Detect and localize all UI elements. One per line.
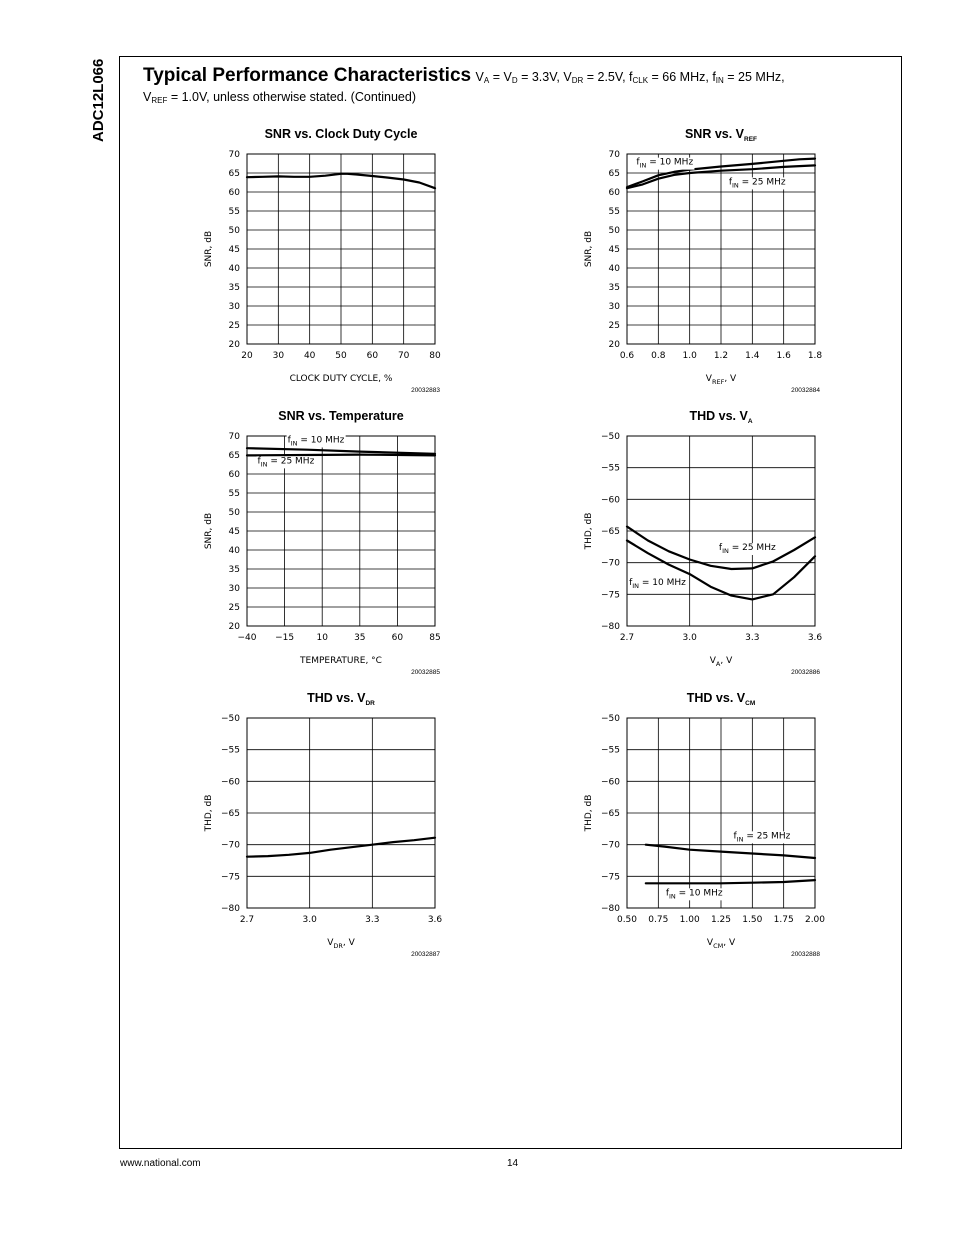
y-tick-label: −80 [601,622,620,632]
y-tick-label: 30 [228,302,240,312]
y-tick-label: −65 [601,527,620,537]
chart-svg [200,124,450,394]
y-tick-label: −80 [221,904,240,914]
x-tick-label: 3.0 [682,633,697,643]
chart-title: THD vs. $V_A$ [689,409,753,425]
y-axis-label: SNR, dB [584,230,594,268]
y-tick-label: 25 [608,321,620,331]
chart-svg [580,688,830,958]
y-tick-label: −50 [221,714,240,724]
x-tick-label: 40 [303,351,316,361]
y-tick-label: −65 [221,809,240,819]
footer-website[interactable]: www.national.com [120,1158,201,1169]
x-tick-label: 3.6 [427,915,443,925]
y-tick-label: 25 [228,603,240,613]
y-tick-label: 50 [228,226,240,236]
y-axis-label: THD, dB [584,512,594,550]
chart-snr-vs-vref [580,124,830,394]
y-tick-label: −55 [221,745,240,756]
chart-title: THD vs. $V_{DR}$ [307,691,375,707]
y-tick-label: −80 [601,904,620,914]
x-tick-label: 1.00 [679,915,700,925]
chart-snr-vs-temperature [200,406,450,676]
y-tick-label: 50 [228,508,240,518]
x-tick-label: 1.50 [742,915,763,925]
series-line-25-mhz [247,455,435,456]
y-tick-label: 40 [228,546,240,556]
y-tick-label: 65 [228,169,240,179]
section-title: Typical Performance Characteristics [143,65,472,86]
x-tick-label: 3.3 [745,633,760,643]
x-tick-label: 35 [354,633,366,643]
y-tick-label: −70 [601,840,620,851]
x-tick-label: 2.7 [239,915,255,925]
y-tick-label: 70 [608,150,620,160]
y-tick-label: 55 [228,207,240,217]
footer-page-number: 14 [507,1158,519,1169]
y-tick-label: −50 [601,432,620,442]
chart-svg [200,688,450,958]
section-header [143,64,883,106]
y-tick-label: 40 [228,264,240,274]
y-tick-label: −55 [601,745,620,756]
x-tick-label: 60 [391,633,404,643]
chart-thd-vs-vcm [580,688,830,958]
y-tick-label: 55 [228,489,240,499]
y-tick-label: 65 [228,451,240,461]
x-tick-label: 1.2 [713,351,729,361]
y-tick-label: 60 [608,188,620,198]
y-axis-label: THD, dB [584,794,594,832]
x-axis-label: $V_{CM}$, V [706,938,736,950]
y-tick-label: −60 [601,777,620,788]
x-tick-label: 20 [241,351,253,361]
x-axis-label: TEMPERATURE, °C [300,656,382,666]
chart-snr-vs-duty-cycle [200,124,450,394]
x-axis-label: $V_{DR}$, V [327,938,355,950]
x-tick-label: 80 [429,351,441,361]
y-tick-label: 30 [608,302,620,312]
chart-title: SNR vs. Clock Duty Cycle [264,127,418,141]
y-tick-label: 55 [608,207,620,217]
x-tick-label: 1.6 [776,351,791,361]
y-tick-label: 60 [228,470,240,480]
x-tick-label: 1.25 [710,915,732,925]
x-tick-label: 10 [316,633,328,643]
y-tick-label: 20 [228,622,240,632]
x-tick-label: 50 [335,351,347,361]
y-tick-label: 65 [608,169,620,179]
y-tick-label: −70 [601,558,620,569]
figure-code: 20032883 [411,387,440,394]
x-tick-label: 1.8 [807,351,823,361]
chart-thd-vs-vdr [200,688,450,958]
y-tick-label: −75 [221,872,240,883]
series-line-25-mhz [646,845,815,858]
conditions-line-2: $V_{REF} = 1.0V$, unless otherwise stated. (Continued) [143,89,416,105]
series-line-10-mhz [646,880,815,883]
x-axis-label: $V_{REF}$, V [705,374,737,386]
y-tick-label: −55 [601,463,620,474]
x-tick-label: 2.7 [619,633,635,643]
y-tick-label: −65 [601,809,620,819]
y-axis-label: SNR, dB [204,512,214,550]
x-axis-label: CLOCK DUTY CYCLE, % [289,374,393,384]
x-tick-label: −15 [275,633,295,643]
y-tick-label: 60 [228,188,240,198]
figure-code: 20032888 [791,951,820,958]
x-tick-label: 70 [397,351,410,361]
figure-code: 20032885 [411,669,440,676]
series-line-10-mhz [247,448,435,454]
series-line-1 [247,838,435,857]
y-tick-label: −50 [601,714,620,724]
series-annotation: $f_{IN} = 25$ MHz [718,543,776,555]
y-tick-label: 70 [228,150,240,160]
part-number: ADC12L066 [90,58,107,142]
y-axis-label: THD, dB [204,794,214,832]
y-tick-label: −60 [221,777,240,788]
figure-code: 20032884 [791,387,820,394]
y-axis-label: SNR, dB [204,230,214,268]
y-tick-label: 70 [228,432,240,442]
x-tick-label: 0.50 [616,915,638,925]
chart-svg [580,406,830,676]
y-tick-label: 20 [228,340,240,350]
y-tick-label: 35 [228,283,240,293]
x-tick-label: 1.75 [773,915,794,925]
series-annotation: $f_{IN} = 25$ MHz [733,831,791,844]
chart-thd-vs-va [580,406,830,676]
chart-title: THD vs. $V_{CM}$ [686,691,756,707]
x-tick-label: 0.75 [648,915,669,925]
x-tick-label: 0.6 [619,351,635,361]
y-tick-label: 25 [228,321,240,331]
y-tick-label: 30 [228,584,240,594]
y-tick-label: 45 [228,527,240,537]
series-annotation: $f_{IN} = 25$ MHz [728,177,786,190]
y-tick-label: −70 [221,840,240,851]
chart-svg [200,406,450,676]
x-tick-label: 2.00 [804,915,826,925]
part-number-sidebar [78,58,118,148]
x-tick-label: 60 [366,351,379,361]
x-tick-label: 3.3 [365,915,380,925]
series-annotation: $f_{IN} = 10$ MHz [636,157,694,170]
chart-title: SNR vs. Temperature [278,409,404,423]
y-tick-label: 40 [608,264,620,274]
x-tick-label: 1.0 [682,351,697,361]
x-tick-label: 1.4 [745,351,760,361]
y-tick-label: 20 [608,340,620,350]
x-tick-label: 0.8 [651,351,666,361]
y-tick-label: −75 [601,590,620,601]
figure-code: 20032886 [791,669,820,676]
y-tick-label: 35 [228,565,240,575]
x-tick-label: 30 [272,351,285,361]
y-tick-label: 50 [608,226,620,236]
y-tick-label: −60 [601,495,620,506]
y-tick-label: 45 [608,245,620,255]
x-tick-label: −40 [237,633,257,643]
y-tick-label: 45 [228,245,240,255]
series-annotation: $f_{IN} = 10$ MHz [665,888,723,901]
x-tick-label: 3.0 [302,915,317,925]
x-axis-label: $V_A$, V [709,656,733,668]
y-tick-label: −75 [601,872,620,883]
x-tick-label: 85 [429,633,441,643]
series-annotation: $f_{IN} = 10$ MHz [629,577,686,590]
y-tick-label: 35 [608,283,620,293]
x-tick-label: 3.6 [807,633,823,643]
chart-title: SNR vs. $V_{REF}$ [684,127,758,143]
series-annotation: $f_{IN} = 25$ MHz [257,456,315,469]
chart-svg [580,124,830,394]
series-annotation: $f_{IN} = 10$ MHz [287,435,345,448]
figure-code: 20032887 [411,951,440,958]
conditions-line-1: $V_A = V_D = 3.3V$, $V_{DR} = 2.5V$, $f_{CLK} = 66$ MHz, $f_{IN} = 25$ MHz, [475,70,785,85]
